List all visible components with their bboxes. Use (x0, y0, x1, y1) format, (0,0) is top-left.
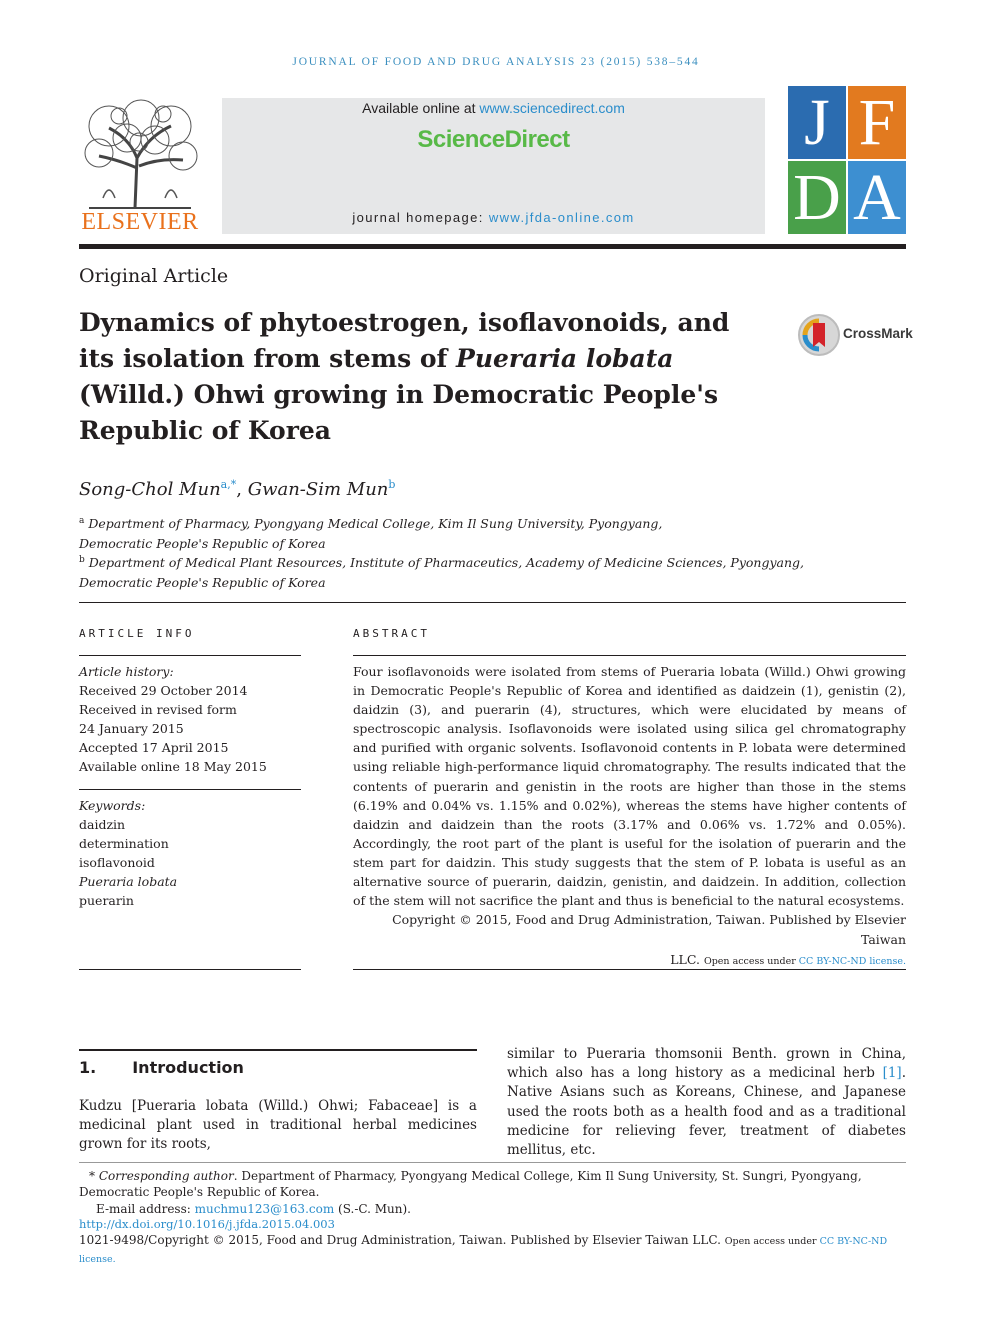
email-link[interactable]: muchmu123@163.com (194, 1202, 335, 1216)
jfda-letter-j: J (788, 86, 846, 159)
jfda-letter-f: F (848, 86, 906, 159)
reference-link[interactable]: [1] (882, 1065, 902, 1082)
article-type: Original Article (79, 265, 229, 287)
crossmark-icon (797, 313, 841, 357)
crossmark-badge[interactable] (797, 313, 913, 357)
journal-homepage-link[interactable]: www.jfda-online.com (488, 210, 635, 225)
available-online: Available online at www.sciencedirect.com (362, 100, 625, 116)
info-bottom-rule (79, 969, 301, 970)
jfda-letter-a: A (848, 161, 906, 234)
article-info-rule (79, 655, 301, 656)
jfda-logo[interactable] (788, 86, 906, 234)
elsevier-tree-icon (79, 98, 201, 210)
affiliation-a: $^a$ Department of Pharmacy, Pyongyang Medical College, Kim Il Sung University, Pyongyang, Democratic People's Republic of Korea (79, 516, 663, 551)
jfda-letter-d: D (788, 161, 846, 234)
keyword: determination (79, 836, 169, 851)
header-divider (79, 244, 906, 249)
article-history: Article history: Received 29 October 2014 Received in revised form 24 January 2015 Accepted 17 April 2015 Available online 18 May 2015 (79, 664, 267, 774)
journal-homepage: journal homepage: www.jfda-online.com (352, 210, 635, 225)
history-item: Received in revised form (79, 702, 237, 717)
elsevier-logo[interactable] (79, 98, 201, 236)
author-2-affiliation[interactable]: b (388, 478, 396, 491)
keywords: Keywords: daidzin determination isoflavonoid Pueraria lobata puerarin (79, 798, 178, 908)
history-item: 24 January 2015 (79, 721, 184, 736)
author-2: Gwan-Sim Mun (247, 479, 389, 500)
author-list: Song-Chol Mun$^{a,*}$, Gwan-Sim Mun$^b$ (79, 478, 396, 500)
sciencedirect-link[interactable]: www.sciencedirect.com (479, 100, 625, 116)
journal-citation: JOURNAL OF FOOD AND DRUG ANALYSIS 23 (2015) 538–544 (292, 56, 700, 68)
abstract-heading: ABSTRACT (353, 627, 430, 640)
history-item: Accepted 17 April 2015 (79, 740, 229, 755)
abstract-rule (353, 655, 906, 656)
email-note: E-mail address: muchmu123@163.com (S.-C. Mun). (96, 1202, 411, 1216)
sciencedirect-banner (222, 98, 765, 234)
keywords-rule (79, 789, 301, 790)
intro-left-column: Kudzu [Pueraria lobata (Willd.) Ohwi; Fabaceae] is a medicinal plant used in traditional herbal medicines grown for its roots, (79, 1098, 477, 1153)
sciencedirect-logo[interactable]: ScienceDirect (417, 126, 570, 153)
keyword: puerarin (79, 893, 134, 908)
doi-link[interactable]: http://dx.doi.org/10.1016/j.jfda.2015.04.003 (79, 1217, 335, 1231)
history-item: Available online 18 May 2015 (79, 759, 267, 774)
keyword: daidzin (79, 817, 126, 832)
intro-right-column: similar to Pueraria thomsonii Benth. grown in China, which also has a long history as a medicinal herb [1]. Native Asians such as Koreans, Chinese, and Japanese used the roots both as a health food and as a traditional medicine for relieving fever, treatment of diabetes mellitus, etc. (507, 1046, 906, 1159)
elsevier-wordmark: ELSEVIER (81, 209, 199, 235)
keyword: Pueraria lobata (79, 874, 178, 889)
article-title: Dynamics of phytoestrogen, isoflavonoids, and its isolation from stems of Pueraria lobata (Willd.) Ohwi growing in Democratic People's Republic of Korea (79, 308, 730, 445)
section-heading-introduction: 1. Introduction (79, 1058, 244, 1077)
footnote-rule (79, 1162, 906, 1163)
crossmark-label: CrossMark (843, 326, 913, 341)
corresponding-author-note: * Corresponding author. Department of Pharmacy, Pyongyang Medical College, Kim Il Sung University, St. Sungri, Pyongyang, Democratic People's Republic of Korea. (79, 1169, 862, 1199)
keyword: isoflavonoid (79, 855, 155, 870)
article-info-heading: ARTICLE INFO (79, 627, 195, 640)
affiliation-divider (79, 602, 906, 603)
author-1-affiliation[interactable]: a,* (220, 478, 237, 491)
footer-license-link[interactable]: CC BY-NC-ND license. (79, 1236, 888, 1265)
history-item: Received 29 October 2014 (79, 683, 248, 698)
abstract-bottom-rule (353, 969, 906, 970)
abstract-text: Four isoflavonoids were isolated from stems of Pueraria lobata (Willd.) Ohwi growing in Democratic People's Republic of Korea and identified as daidzein (1), genistin (2), daidzin (3), and puerarin (4), structures, which were elucidated by means of spectroscopic analysis. Isoflavonoids were isolated using silica gel chromatography and purified with organic solvents. Isoflavonoid contents in P. lobata were determined using reliable high-performance liquid chromatography. The results indicated that the contents of puerarin and genistin in the roots are higher than those in the stems (6.19% and 0.04% vs. 1.15% and 0.02%), whereas the stems have higher contents of daidzin and daidzein than the roots (3.17% and 0.06% vs. 1.72% and 0.05%). Accordingly, the root part of the plant is useful for the isolation of puerarin and the stem part for daidzin. This study suggests that the stem of P. lobata is useful as an alternative source of puerarin, daidzin, genistin, and daidzein. In addition, collection of the stem will not sacrifice the plant and thus is beneficial to the natural ecosystems. (353, 664, 906, 909)
abstract-copyright: Copyright © 2015, Food and Drug Administration, Taiwan. Published by Elsevier Taiwan LLC. Open access under CC BY-NC-ND license. (392, 912, 906, 967)
license-link[interactable]: CC BY-NC-ND license. (798, 956, 906, 967)
author-1: Song-Chol Mun (79, 479, 221, 500)
affiliation-b: $^b$ Department of Medical Plant Resources, Institute of Pharmaceutics, Academy of Medicine Sciences, Pyongyang, Democratic People's Republic of Korea (79, 555, 805, 590)
intro-rule (79, 1049, 477, 1051)
issn-copyright: 1021-9498/Copyright © 2015, Food and Drug Administration, Taiwan. Published by Elsevier Taiwan LLC. Open access under CC BY-NC-ND license. (79, 1233, 888, 1265)
